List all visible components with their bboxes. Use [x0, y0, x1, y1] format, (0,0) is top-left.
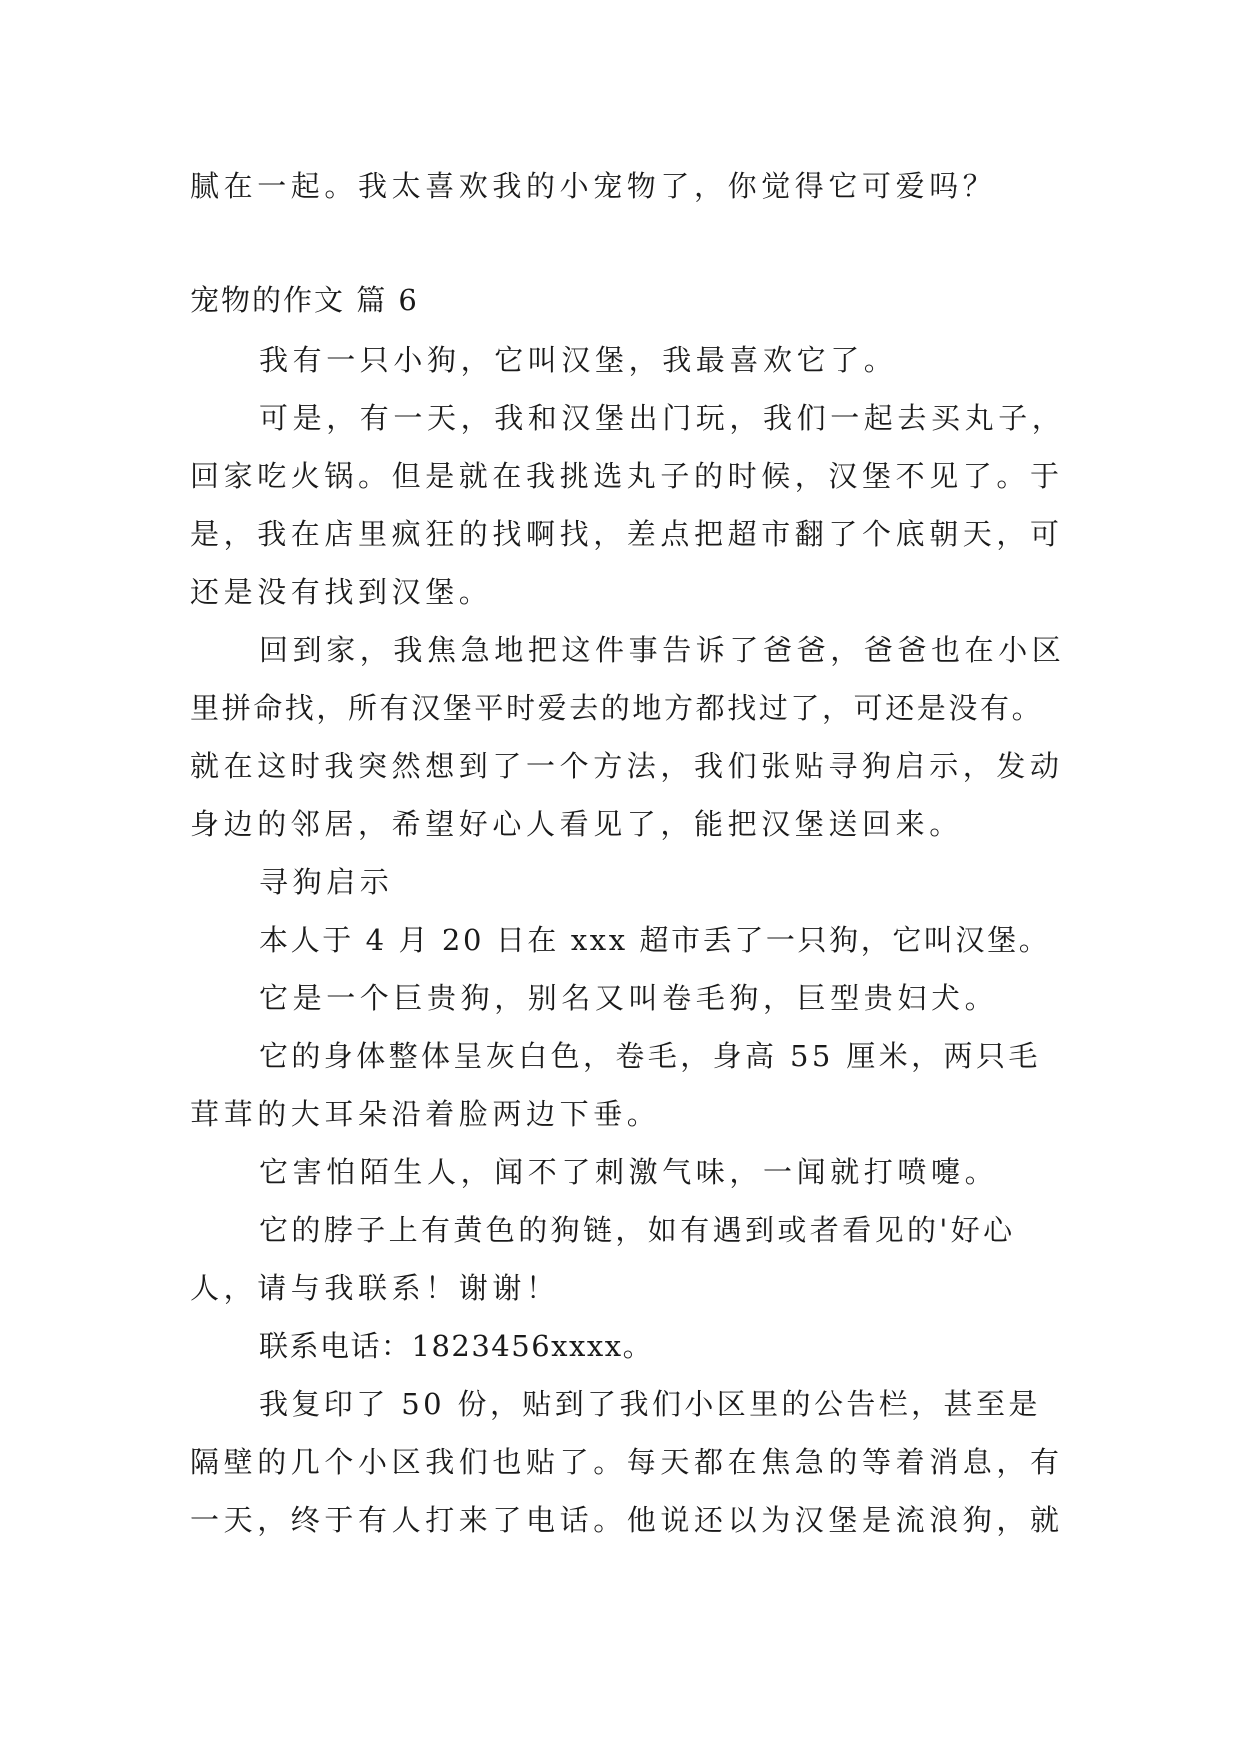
section-heading: 宠物的作文 篇 6	[190, 283, 419, 317]
contact-phone: 联系电话：1823456xxxx。	[259, 1329, 654, 1363]
paragraph-line: 可是，有一天，我和汉堡出门玩，我们一起去买丸子，	[259, 401, 1066, 435]
paragraph-line: 一天，终于有人打来了电话。他说还以为汉堡是流浪狗，就	[190, 1503, 1064, 1537]
paragraph-line: 身边的邻居，希望好心人看见了，能把汉堡送回来。	[190, 807, 963, 841]
paragraph-line: 腻在一起。我太喜欢我的小宠物了，你觉得它可爱吗？	[190, 169, 997, 203]
paragraph-line: 我复印了 50 份，贴到了我们小区里的公告栏，甚至是	[259, 1387, 1041, 1421]
paragraph-line: 还是没有找到汉堡。	[190, 575, 493, 609]
paragraph-line: 回到家，我焦急地把这件事告诉了爸爸，爸爸也在小区	[259, 633, 1066, 667]
paragraph-line: 我有一只小狗，它叫汉堡，我最喜欢它了。	[259, 343, 898, 377]
paragraph-line: 本人于 4 月 20 日在 xxx 超市丢了一只狗，它叫汉堡。	[259, 923, 1051, 957]
paragraph-line: 它的脖子上有黄色的狗链，如有遇到或者看见的'好心	[259, 1213, 1016, 1247]
paragraph-line: 回家吃火锅。但是就在我挑选丸子的时候，汉堡不见了。于	[190, 459, 1064, 493]
paragraph-line: 人，请与我联系！谢谢！	[190, 1271, 560, 1305]
notice-title: 寻狗启示	[259, 865, 394, 899]
paragraph-line: 茸茸的大耳朵沿着脸两边下垂。	[190, 1097, 661, 1131]
paragraph-line: 就在这时我突然想到了一个方法，我们张贴寻狗启示，发动	[190, 749, 1064, 783]
paragraph-line: 它是一个巨贵狗，别名又叫卷毛狗，巨型贵妇犬。	[259, 981, 999, 1015]
paragraph-line: 隔壁的几个小区我们也贴了。每天都在焦急的等着消息，有	[190, 1445, 1064, 1479]
paragraph-line: 它害怕陌生人，闻不了刺激气味，一闻就打喷嚏。	[259, 1155, 999, 1189]
paragraph-line: 是，我在店里疯狂的找啊找，差点把超市翻了个底朝天，可	[190, 517, 1064, 551]
paragraph-line: 里拼命找，所有汉堡平时爱去的地方都找过了，可还是没有。	[190, 691, 1044, 725]
paragraph-line: 它的身体整体呈灰白色，卷毛，身高 55 厘米，两只毛	[259, 1039, 1041, 1073]
